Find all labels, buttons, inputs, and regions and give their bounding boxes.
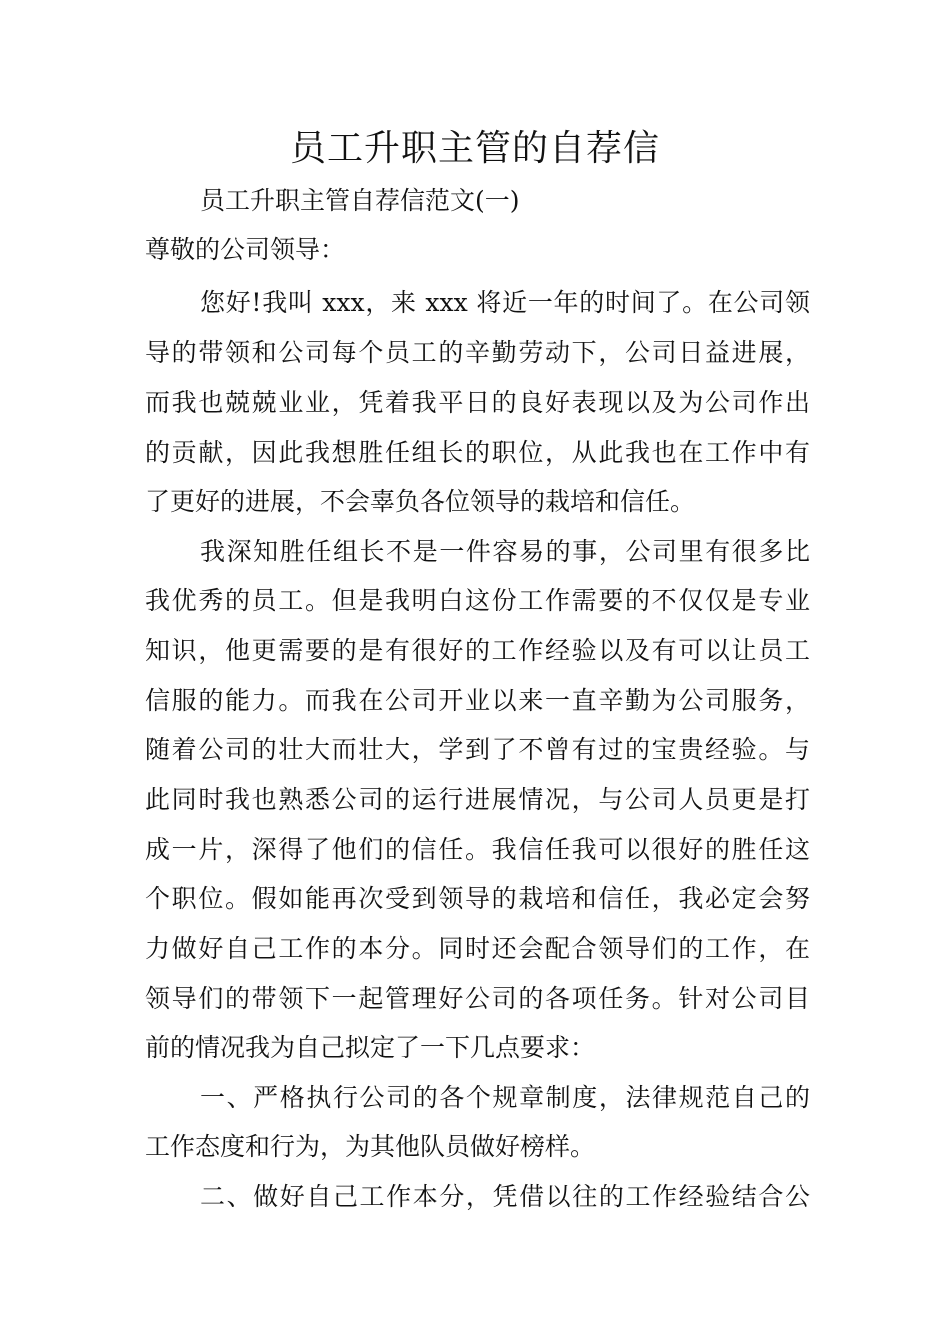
body-line: 我深知胜任组长不是一件容易的事，公司里有很多比 (200, 537, 810, 566)
body-line: 的贡献，因此我想胜任组长的职位，从此我也在工作中有 (145, 438, 810, 467)
body-line: 二、做好自己工作本分，凭借以往的工作经验结合公 (200, 1182, 810, 1211)
subtitle: 员工升职主管自荐信范文(一) (200, 186, 520, 215)
body-line: 前的情况我为自己拟定了一下几点要求： (145, 1033, 596, 1062)
body-line: 个职位。假如能再次受到领导的栽培和信任，我必定会努 (145, 884, 810, 913)
body-line: 您好!我叫 xxx，来 xxx 将近一年的时间了。在公司领 (200, 288, 810, 317)
body-line: 信服的能力。而我在公司开业以来一直辛勤为公司服务， (145, 686, 810, 715)
body-line: 我优秀的员工。但是我明白这份工作需要的不仅仅是专业 (145, 586, 810, 615)
body-line: 领导们的带领下一起管理好公司的各项任务。针对公司目 (145, 984, 810, 1013)
body-line: 一、严格执行公司的各个规章制度，法律规范自己的 (200, 1083, 810, 1112)
body-line: 此同时我也熟悉公司的运行进展情况，与公司人员更是打 (145, 785, 810, 814)
body-line: 知识，他更需要的是有很好的工作经验以及有可以让员工 (145, 636, 810, 665)
body-line: 导的带领和公司每个员工的辛勤劳动下，公司日益进展， (145, 338, 810, 367)
document-title: 员工升职主管的自荐信 (289, 128, 660, 169)
body-line: 工作态度和行为，为其他队员做好榜样。 (145, 1132, 596, 1161)
body-line: 了更好的进展，不会辜负各位领导的栽培和信任。 (145, 487, 696, 516)
body-line: 随着公司的壮大而壮大，学到了不曾有过的宝贵经验。与 (145, 735, 810, 764)
body-line: 而我也兢兢业业，凭着我平日的良好表现以及为公司作出 (145, 388, 810, 417)
body-line: 成一片，深得了他们的信任。我信任我可以很好的胜任这 (145, 835, 810, 864)
body-line: 力做好自己工作的本分。同时还会配合领导们的工作，在 (145, 934, 810, 963)
salutation: 尊敬的公司领导： (145, 235, 346, 264)
